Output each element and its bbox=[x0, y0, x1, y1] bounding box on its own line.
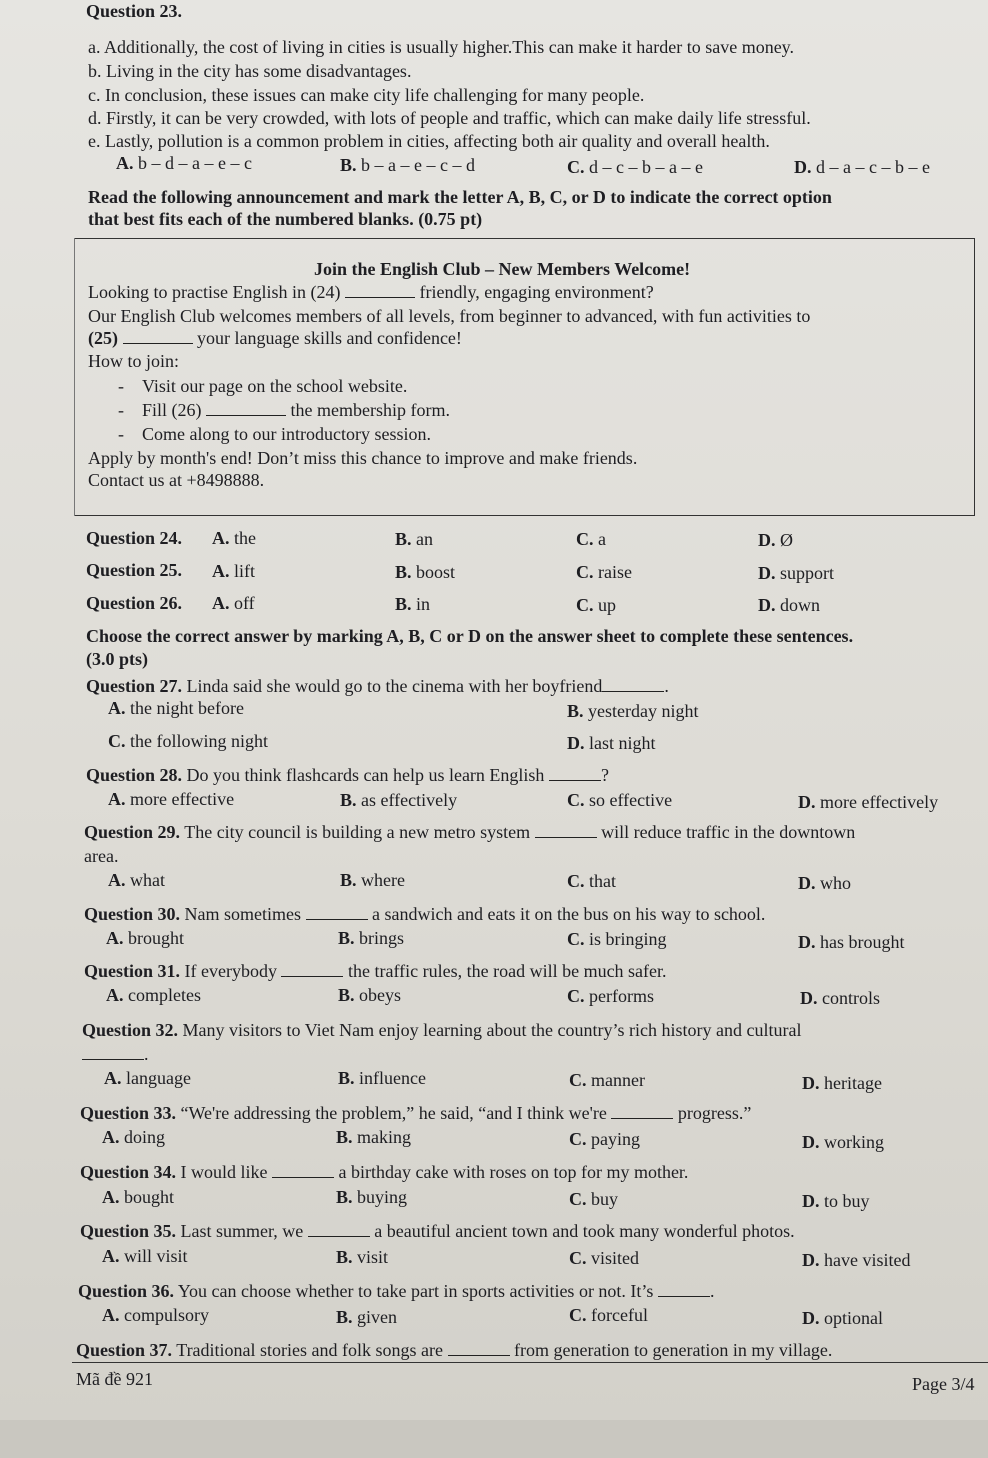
announcement-step-2: - Fill (26) the membership form. bbox=[118, 400, 450, 420]
q25-option-b[interactable]: B. boost bbox=[395, 562, 456, 582]
q23-option-d[interactable]: D. d – a – c – b – e bbox=[794, 157, 930, 177]
q29-stem: Question 29. The city council is building a new metro system will reduce traffic in the downtown bbox=[84, 822, 856, 842]
q37-stem: Question 37. Traditional stories and folk songs are from generation to generation in my village. bbox=[76, 1340, 833, 1360]
q23-item-c: c. In conclusion, these issues can make city life challenging for many people. bbox=[88, 85, 645, 105]
q23-title: Question 23. bbox=[86, 1, 183, 21]
q23-item-b: b. Living in the city has some disadvantages. bbox=[88, 61, 412, 81]
q29-option-c[interactable]: C. that bbox=[567, 871, 616, 891]
q33-option-a[interactable]: A. doing bbox=[102, 1127, 166, 1147]
announcement-contact: Contact us at +8498888. bbox=[88, 470, 265, 490]
q28-option-c[interactable]: C. so effective bbox=[567, 790, 673, 810]
q34-stem: Question 34. I would like a birthday cake with roses on top for my mother. bbox=[80, 1162, 689, 1182]
instruction-reading-line2: that best fits each of the numbered blanks. (0.75 pt) bbox=[88, 209, 483, 229]
q30-stem: Question 30. Nam sometimes a sandwich and eats it on the bus on his way to school. bbox=[84, 904, 766, 924]
instruction-reading-line1: Read the following announcement and mark the letter A, B, C, or D to indicate the correct option bbox=[88, 187, 832, 207]
q28-option-a[interactable]: A. more effective bbox=[108, 789, 235, 809]
q23-option-b[interactable]: B. b – a – e – c – d bbox=[340, 155, 475, 175]
q27-blank bbox=[602, 676, 664, 692]
q32-stem-continued: . bbox=[82, 1043, 149, 1065]
q33-option-b[interactable]: B. making bbox=[336, 1127, 412, 1147]
q24-label: Question 24. bbox=[86, 528, 183, 548]
q23-item-e: e. Lastly, pollution is a common problem in cities, affecting both air quality and overall health. bbox=[88, 131, 770, 151]
q33-option-d[interactable]: D. working bbox=[802, 1132, 884, 1152]
announcement-box-left-edge bbox=[74, 238, 75, 516]
q24-option-c[interactable]: C. a bbox=[576, 529, 606, 549]
q30-blank bbox=[306, 904, 368, 920]
q23-option-a[interactable]: A. b – d – a – e – c bbox=[116, 153, 252, 173]
blank-26 bbox=[206, 400, 286, 416]
announcement-line-24: Looking to practise English in (24) friendly, engaging environment? bbox=[88, 282, 654, 302]
announcement-line-25: (25) your language skills and confidence! bbox=[88, 328, 462, 348]
q30-option-a[interactable]: A. brought bbox=[106, 928, 184, 948]
q30-option-d[interactable]: D. has brought bbox=[798, 932, 905, 952]
announcement-title: Join the English Club – New Members Welcome! bbox=[314, 259, 691, 279]
q23-item-d: d. Firstly, it can be very crowded, with lots of people and traffic, which can make daily life stressful. bbox=[88, 108, 811, 128]
q26-option-d[interactable]: D. down bbox=[758, 595, 820, 615]
q31-option-a[interactable]: A. completes bbox=[106, 985, 201, 1005]
q23-item-a: a. Additionally, the cost of living in cities is usually higher.This can make it harder to save money. bbox=[88, 37, 795, 57]
q36-option-b[interactable]: B. given bbox=[336, 1307, 398, 1327]
announcement-line-2: Our English Club welcomes members of all levels, from beginner to advanced, with fun activities to bbox=[88, 306, 811, 326]
q28-option-b[interactable]: B. as effectively bbox=[340, 790, 458, 810]
q31-option-d[interactable]: D. controls bbox=[800, 988, 880, 1008]
q24-option-b[interactable]: B. an bbox=[395, 529, 434, 549]
q26-option-b[interactable]: B. in bbox=[395, 594, 431, 614]
q31-option-c[interactable]: C. performs bbox=[567, 986, 654, 1006]
q36-option-c[interactable]: C. forceful bbox=[569, 1305, 648, 1325]
q26-option-a[interactable]: A. off bbox=[212, 593, 255, 613]
q26-option-c[interactable]: C. up bbox=[576, 595, 616, 615]
q34-option-b[interactable]: B. buying bbox=[336, 1187, 408, 1207]
q35-option-b[interactable]: B. visit bbox=[336, 1247, 389, 1267]
q27-stem: Question 27. Linda said she would go to the cinema with her boyfriend . bbox=[86, 676, 669, 696]
instruction-sentences-line1: Choose the correct answer by marking A, B, C or D on the answer sheet to complete these sentences. bbox=[86, 626, 854, 646]
q23-option-c[interactable]: C. d – c – b – a – e bbox=[567, 157, 703, 177]
q29-option-a[interactable]: A. what bbox=[108, 870, 165, 890]
q29-blank bbox=[535, 822, 597, 838]
q29-option-b[interactable]: B. where bbox=[340, 870, 405, 890]
desk-edge bbox=[0, 1420, 988, 1458]
q35-option-c[interactable]: C. visited bbox=[569, 1248, 639, 1268]
q30-option-c[interactable]: C. is bringing bbox=[567, 929, 667, 949]
blank-25 bbox=[123, 328, 193, 344]
q27-option-b[interactable]: B. yesterday night bbox=[567, 701, 699, 721]
q31-option-b[interactable]: B. obeys bbox=[338, 985, 402, 1005]
q32-option-d[interactable]: D. heritage bbox=[802, 1073, 882, 1093]
q32-option-c[interactable]: C. manner bbox=[569, 1070, 645, 1090]
q32-option-a[interactable]: A. language bbox=[104, 1068, 191, 1088]
q31-blank bbox=[281, 961, 343, 977]
q35-blank bbox=[308, 1221, 370, 1237]
announcement-step-3: - Come along to our introductory session. bbox=[118, 424, 431, 444]
q28-blank bbox=[549, 765, 601, 781]
q31-stem: Question 31. If everybody the traffic rules, the road will be much safer. bbox=[84, 961, 667, 981]
q28-option-d[interactable]: D. more effectively bbox=[798, 792, 939, 812]
q32-option-b[interactable]: B. influence bbox=[338, 1068, 426, 1088]
q25-label: Question 25. bbox=[86, 560, 183, 580]
q33-option-c[interactable]: C. paying bbox=[569, 1129, 640, 1149]
q25-option-d[interactable]: D. support bbox=[758, 563, 834, 583]
q29-option-d[interactable]: D. who bbox=[798, 873, 851, 893]
q25-option-a[interactable]: A. lift bbox=[212, 561, 255, 581]
blank-24 bbox=[345, 282, 415, 298]
q24-option-d[interactable]: D. Ø bbox=[758, 530, 793, 550]
q36-blank bbox=[658, 1281, 710, 1297]
q33-blank bbox=[611, 1103, 673, 1119]
q34-blank bbox=[272, 1162, 334, 1178]
q36-option-a[interactable]: A. compulsory bbox=[102, 1305, 209, 1325]
announcement-step-1: - Visit our page on the school website. bbox=[118, 376, 408, 396]
q37-blank bbox=[448, 1340, 510, 1356]
q28-stem: Question 28. Do you think flashcards can help us learn English ? bbox=[86, 765, 609, 785]
page-number: Page 3/4 bbox=[912, 1374, 975, 1394]
q27-option-d[interactable]: D. last night bbox=[567, 733, 656, 753]
q27-option-a[interactable]: A. the night before bbox=[108, 698, 244, 718]
q35-option-a[interactable]: A. will visit bbox=[102, 1246, 188, 1266]
q27-option-c[interactable]: C. the following night bbox=[108, 731, 268, 751]
q36-stem: Question 36. You can choose whether to take part in sports activities or not. It’s . bbox=[78, 1281, 715, 1301]
q34-option-a[interactable]: A. bought bbox=[102, 1187, 175, 1207]
q34-option-c[interactable]: C. buy bbox=[569, 1189, 618, 1209]
q35-stem: Question 35. Last summer, we a beautiful ancient town and took many wonderful photos. bbox=[80, 1221, 795, 1241]
q35-option-d[interactable]: D. have visited bbox=[802, 1250, 911, 1270]
announcement-how-to-join: How to join: bbox=[88, 351, 180, 371]
announcement-apply: Apply by month's end! Don’t miss this chance to improve and make friends. bbox=[88, 448, 638, 468]
q32-stem: Question 32. Many visitors to Viet Nam enjoy learning about the country’s rich history and cultural bbox=[82, 1020, 802, 1040]
q30-option-b[interactable]: B. brings bbox=[338, 928, 405, 948]
q34-option-d[interactable]: D. to buy bbox=[802, 1191, 870, 1211]
q36-option-d[interactable]: D. optional bbox=[802, 1308, 883, 1328]
exam-code: Mã đề 921 bbox=[76, 1369, 153, 1389]
footer-divider bbox=[72, 1362, 988, 1363]
q29-stem-continued: area. bbox=[84, 846, 119, 866]
q33-stem: Question 33. “We're addressing the problem,” he said, “and I think we're progress.” bbox=[80, 1103, 752, 1123]
q32-blank bbox=[82, 1044, 144, 1060]
instruction-sentences-line2: (3.0 pts) bbox=[86, 649, 148, 669]
q25-option-c[interactable]: C. raise bbox=[576, 562, 632, 582]
q26-label: Question 26. bbox=[86, 593, 183, 613]
q24-option-a[interactable]: A. the bbox=[212, 528, 256, 548]
